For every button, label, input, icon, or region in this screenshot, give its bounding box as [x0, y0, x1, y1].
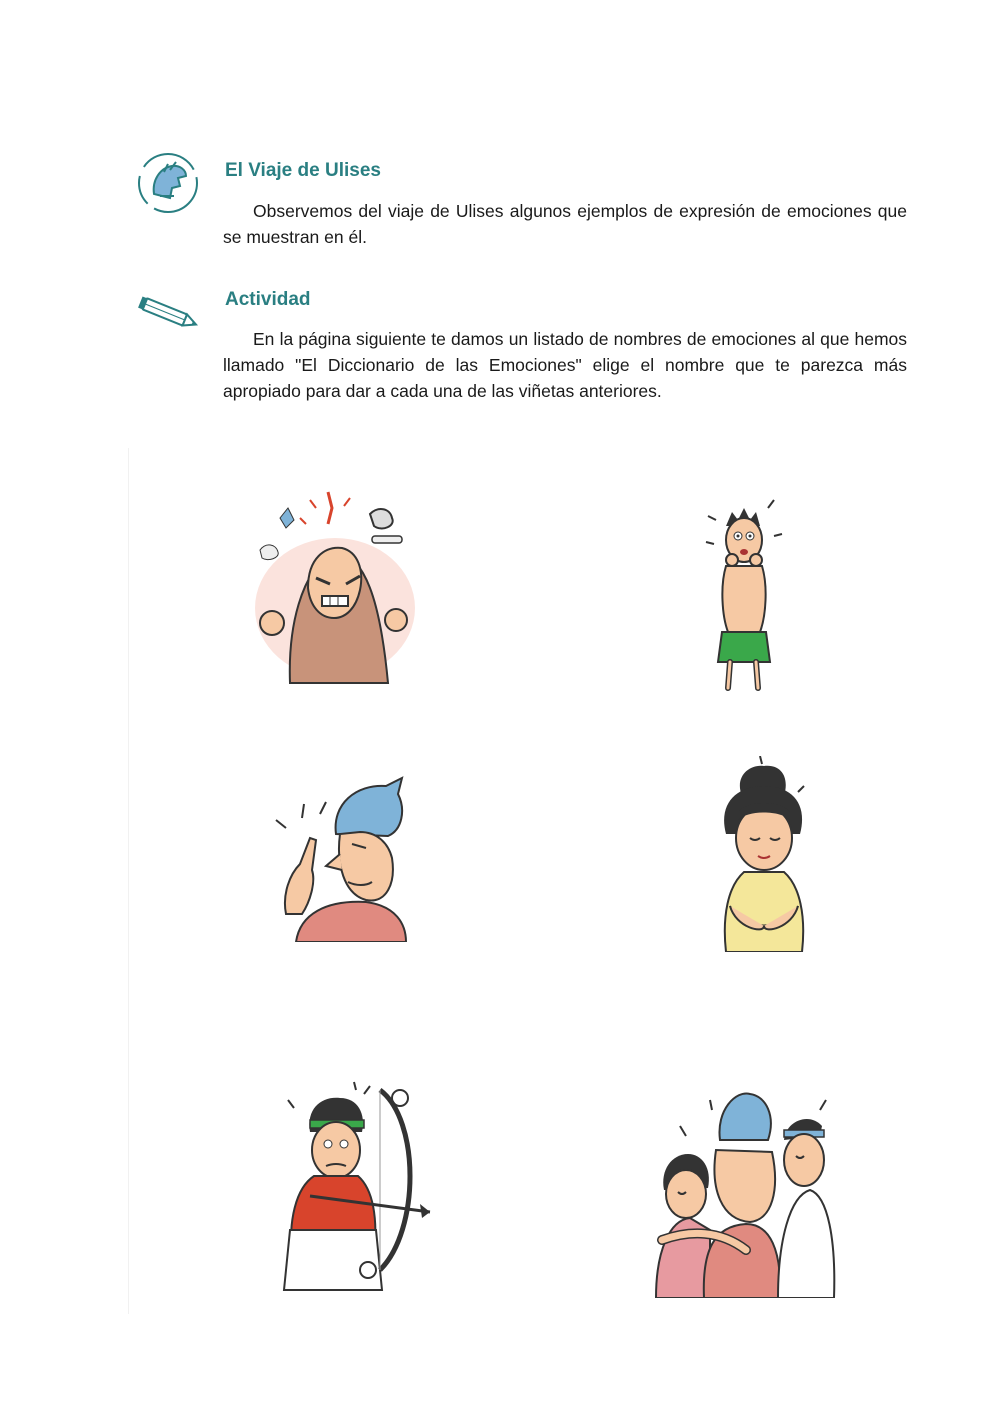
- ulysses-helmet-icon: [134, 150, 202, 221]
- section-paragraph-actividad: En la página siguiente te damos un listado de nombres de emociones al que hemos llamado "El Diccionario de las Emociones" elige el nombre que te parezca más apropiado para dar a cada una de las viñetas anteriores.: [223, 329, 907, 401]
- thinking-man-illustration: [256, 774, 426, 942]
- scared-man-illustration: [698, 486, 790, 692]
- pencil-icon: [136, 294, 204, 339]
- angry-man-illustration: [250, 478, 420, 688]
- worried-archer-illustration: [270, 1080, 440, 1302]
- section-title-actividad: Actividad: [225, 289, 311, 310]
- section-title-viaje: El Viaje de Ulises: [225, 160, 381, 181]
- calm-woman-illustration: [700, 756, 830, 952]
- embrace-illustration: [650, 1080, 840, 1298]
- section-paragraph-viaje: Observemos del viaje de Ulises algunos ejemplos de expresión de emociones que se muestran en él.: [223, 201, 907, 247]
